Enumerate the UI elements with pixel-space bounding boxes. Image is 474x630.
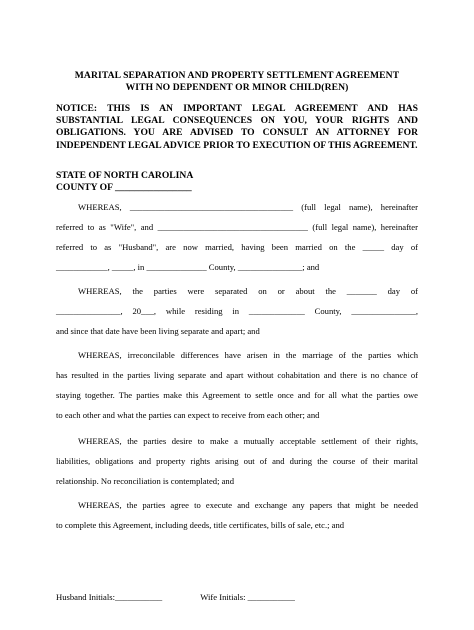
paragraph-line: WHEREAS, the parties agree to execute and exchange any papers that might be needed <box>78 500 418 510</box>
paragraph-line: to complete this Agreement, including deeds, title certificates, bills of sale, etc.; and <box>56 520 345 530</box>
legal-notice: NOTICE: THIS IS AN IMPORTANT LEGAL AGREEMENT AND HAS SUBSTANTIAL LEGAL CONSEQUENCES ON YOU, YOUR RIGHTS AND OBLIGATIONS. YOU ARE ADVISED TO CONSULT AN ATTORNEY FOR INDEPENDENT LEGAL ADVICE PRIOR TO EXECUTION OF THIS AGREEMENT. <box>56 103 418 151</box>
county-line: COUNTY OF ________________ <box>56 182 192 193</box>
paragraph-line: WHEREAS, the parties desire to make a mutually acceptable settlement of their rights, <box>78 436 418 446</box>
paragraph-line: liabilities, obligations and property rights arising out of and during the course of their marital <box>56 456 418 466</box>
paragraph-line: WHEREAS, ______________________________________ (full legal name), hereinafter <box>78 202 418 212</box>
paragraph-line: _______________, 20___, while residing in _____________ County, _______________, <box>56 306 418 316</box>
paragraph-line: to each other and what the parties can expect to receive from each other; and <box>56 410 320 420</box>
initials-footer <box>56 592 295 602</box>
document-title-line-1: MARITAL SEPARATION AND PROPERTY SETTLEMENT AGREEMENT <box>74 70 400 81</box>
whereas-differences-paragraph <box>56 345 418 425</box>
paragraph-line: referred to as "Husband", are now married, having been married on the _____ day of <box>56 242 418 252</box>
paragraph-line: relationship. No reconciliation is contemplated; and <box>56 476 235 486</box>
paragraph-line: and since that date have been living separate and apart; and <box>56 326 260 336</box>
paragraph-line: referred to as "Wife", and ___________________________________ (full legal name), hereinafter <box>56 222 418 232</box>
whereas-settlement-paragraph <box>56 431 418 491</box>
paragraph-line: has resulted in the parties living separate and apart without cohabitation and there is no chance of <box>56 370 418 380</box>
whereas-papers-paragraph <box>56 495 418 535</box>
paragraph-line: WHEREAS, irreconcilable differences have arisen in the marriage of the parties which <box>78 350 418 360</box>
whereas-marriage-paragraph <box>56 197 418 277</box>
paragraph-line: ____________, _____, in ______________ County, _______________; and <box>56 262 320 272</box>
venue-block <box>56 170 193 194</box>
state-line: STATE OF NORTH CAROLINA <box>56 170 194 181</box>
whereas-separation-paragraph <box>56 281 418 341</box>
document-title-line-2: WITH NO DEPENDENT OR MINOR CHILD(REN) <box>125 82 349 93</box>
wife-initials-field[interactable]: Wife Initials: ___________ <box>200 592 295 602</box>
paragraph-line: WHEREAS, the parties were separated on or about the _______ day of <box>78 286 418 296</box>
paragraph-line: staying together. The parties make this Agreement to settle once and for all what the parties owe <box>56 390 418 400</box>
husband-initials-field[interactable]: Husband Initials:___________ <box>56 592 163 602</box>
